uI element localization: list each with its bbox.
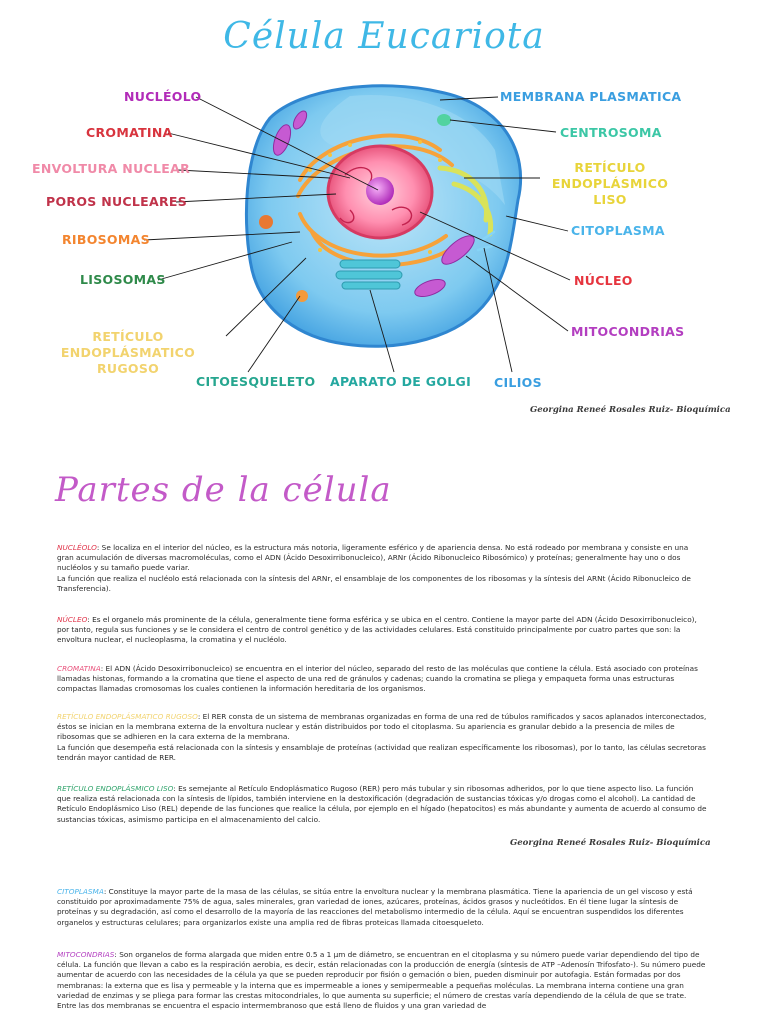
label-nucleo: NÚCLEO [574,273,633,288]
text-cromatina: : El ADN (Ácido Desoxirribonucleico) se encuentra en el interior del núcleo, separado del resto de las moléculas que contiene la célula. Está asociado con proteínas llamadas histonas, formando a la cromatina que tiene el aspecto de una red de gránulos y cadenas; cuando la cromatina se pliega y empaqueta forma unas estructuras compactas llamadas cromosomas los cuales contienen la información hereditaria de los organismos. [57,664,698,694]
centrosome [437,114,451,126]
label-rel: RETÍCULO ENDOPLÁSMICO LISO [551,160,669,207]
section-rel [57,784,707,825]
label-cilios: CILIOS [494,375,542,390]
term-rel: RETÍCULO ENDOPLÁSMICO LISO [57,784,174,793]
text-citoplasma: : Constituye la mayor parte de la masa de las células, se sitúa entre la envoltura nuclear y la membrana plasmática. Tiene la apariencia de un gel viscoso y está constituido por aproximadamente 75% de agua, sales minerales, gran variedad de iones, azúcares, proteínas, ácidos grasos y nucleótidos. En él tiene lugar la síntesis de proteínas y su degradación, así como el desarrollo de la mayoría de las reacciones del metabolismo intermedio de la célula. Aquí se encuentran suspendidos los diferentes organelos y estructuras celulares; para organizarlos existe una amplia red de fibras proteicas llamada citoesqueleto. [57,887,693,927]
section-citoplasma [57,887,707,928]
section-nucleo [57,615,707,646]
text-mitocondrias: : Son organelos de forma alargada que miden entre 0.5 a 1 μm de diámetro, se encuentran en el citoplasma y su número puede variar dependiendo del tipo de célula. La función que llevan a cabo es la respiración aerobia, es decir, están relacionadas con la producción de energía (síntesis de ATP –Adenosín Trifosfato-). Su número puede aumentar de acuerdo con las necesidades de la célula ya que se pueden reproducir por fisión o gemación o bien, pueden disminuir por autofagia. Están formadas por dos membranas: la externa que es lisa y permeable y la interna que es impermeable a iones y semipermeable a pequeñas moléculas. La membrana interna contiene una gran variedad de enzimas y se pliega para formar las crestas mitocondriales, lo que aumenta su superficie; el número de crestas varía dependiendo de la célula de que se trate. Entre las dos membranas se encuentra el espacio intermembranoso que está lleno de fluidos y una gran variedad de [57,950,706,1011]
text-nucleolo: : Se localiza en el interior del núcleo, es la estructura más notoria, ligeramente esférico y de apariencia densa. No está rodeado por membrana y consiste en una gran acumulación de diversas macromoléculas, como el ADN (Ácido Desoxirribonucleico), ARNr (Ácido Ribonucleico Ribosómico) y proteínas; generalmente hay uno o dos nucléolos y su tamaño puede variar. [57,543,689,573]
section-nucleolo [57,543,707,594]
term-nucleolo: NUCLÉOLO [57,543,97,552]
label-mitocondrias: MITOCONDRIAS [571,324,685,339]
parts-title: Partes de la célula [55,470,392,510]
label-rer: RETÍCULO ENDOPLÁSMATICO RUGOSO [60,329,196,376]
nucleolus [366,177,394,205]
label-poros-nucleares: POROS NUCLEARES [46,194,188,209]
label-citoplasma: CITOPLASMA [571,223,665,238]
section-cromatina [57,664,707,695]
label-cromatina: CROMATINA [86,125,173,140]
text-nucleo: : Es el organelo más prominente de la célula, generalmente tiene forma esférica y se ubica en el centro. Contiene la mayor parte del ADN (Ácido Desoxirribonucleico), por tanto, regula sus funciones y se le considera el centro de control genético y de las actividades celulares. Está constituido principalmente por cuatro partes que son: la envoltura nuclear, el nucleoplasma, la cromatina y el nucléolo. [57,615,697,645]
text-rel: : Es semejante al Retículo Endoplásmatico Rugoso (RER) pero más tubular y sin ribosomas adheridos, por lo que tiene aspecto liso. La función que realiza está relacionada con la síntesis de lípidos, también interviene en la destoxificación (degradación de sustancias tóxicas y/o drogas como el alcohol). La cantidad de Retículo Endoplásmico Liso (REL) depende de las funciones que realice la célula, por ejemplo en el hígado (hepatocitos) es más abundante y aumenta de acuerdo al consumo de sustancias tóxicas, asimismo participa en el almacenamiento del calcio. [57,784,707,824]
text2-nucleolo: La función que realiza el nucléolo está relacionada con la síntesis del ARNr, el ensamblaje de los componentes de los ribosomas y la síntesis del ARNt (Ácido Ribonucleico de Transferencia). [57,573,691,593]
section-mitocondrias [57,950,707,1024]
label-golgi: APARATO DE GOLGI [330,374,472,389]
term-rer: RETÍCULO ENDOPLÁSMATICO RUGOSO [57,712,198,721]
signature-top: Georgina Reneé Rosales Ruiz- Bioquímica [530,405,731,415]
label-centrosoma: CENTROSOMA [560,125,662,140]
section-rer [57,712,707,763]
label-citoesqueleto: CITOESQUELETO [196,374,316,389]
label-ribosomas: RIBOSOMAS [62,232,150,247]
label-lisosomas: LISOSOMAS [80,272,166,287]
label-nucleolo: NUCLÉOLO [124,89,202,104]
text-rer: : El RER consta de un sistema de membranas organizadas en forma de una red de túbulos ramificados y sacos aplanados interconectados, éstos se inician en la membrana externa de la envoltura nuclear y están distribuidos por todo el citoplasma. Su apariencia es granular debido a la presencia de miles de ribosomas que se adhieren en la cara externa de la membrana. [57,712,707,742]
term-mitocondrias: MITOCONDRIAS [57,950,115,959]
term-nucleo: NÚCLEO [57,615,88,624]
signature-middle: Georgina Reneé Rosales Ruiz- Bioquímica [510,838,711,848]
label-envoltura-nuclear: ENVOLTURA NUCLEAR [32,161,190,176]
term-citoplasma: CITOPLASMA [57,887,104,896]
term-cromatina: CROMATINA [57,664,101,673]
label-membrana-plasmatica: MEMBRANA PLASMATICA [500,89,682,104]
golgi [336,260,402,289]
diagram-title: Célula Eucariota [223,16,545,57]
text2-rer: La función que desempeña está relacionada con la síntesis y ensamblaje de proteínas (actividad que realizan específicamente los ribosomas), por lo tanto, las células secretoras tendrán mayor cantidad de RER. [57,742,706,762]
